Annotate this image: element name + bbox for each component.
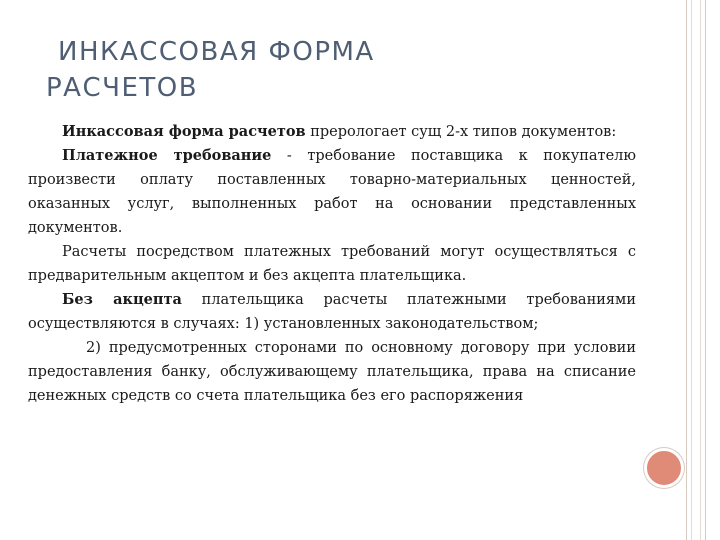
decorative-side-rail-inner (691, 0, 701, 540)
paragraph-3-text: Расчеты посредством платежных требований могут осуществляться с предварительным акцептом и без акцепта плательщика. (28, 244, 636, 284)
paragraph-1-bold: Инкассовая форма расчетов (62, 123, 306, 140)
paragraph-1 (28, 120, 636, 144)
paragraph-2-text: - требование поставщика к покупателю произвести оплату поставленных товарно-материальных ценностей, оказанных услуг, выполненных работ на основании представленных документов. (28, 148, 636, 236)
paragraph-4-text: плательщика расчеты платежными требованиями осуществляются в случаях: 1) установленных законодательством; (28, 292, 636, 332)
slide-title-line-1: ИНКАССОВАЯ ФОРМА (58, 37, 375, 67)
paragraph-3 (28, 240, 636, 288)
decorative-circle (644, 448, 684, 488)
paragraph-4 (28, 288, 636, 336)
slide-body (28, 120, 636, 408)
slide-title-line-2: РАСЧЕТОВ (46, 73, 199, 103)
decorative-side-rail (686, 0, 706, 540)
paragraph-2 (28, 144, 636, 240)
paragraph-2-bold: Платежное требование (62, 147, 272, 164)
paragraph-4-bold: Без акцепта (62, 291, 182, 308)
paragraph-5 (28, 336, 636, 408)
paragraph-5-text: 2) предусмотренных сторонами по основному договору при условии предоставления банку, обслуживающему плательщика, права на списание денежных средств со счета плательщика без его распоряжения (28, 340, 636, 404)
paragraph-1-text: прерологает сущ 2-х типов документов: (305, 124, 617, 140)
slide-title (46, 34, 606, 106)
